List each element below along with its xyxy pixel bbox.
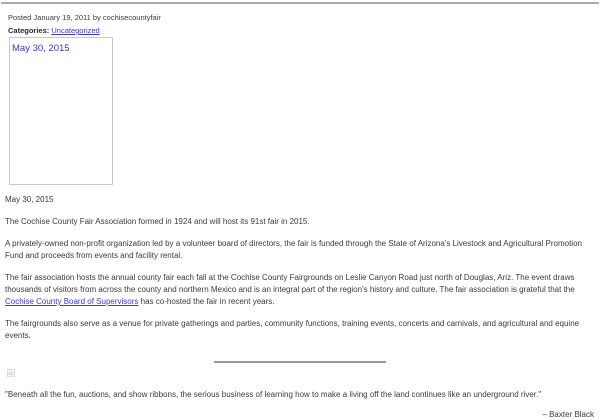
quote-text: "Beneath all the fun, auctions, and show ribbons, the serious business of learning how to make a living off the land continues like an underground river." [5,390,542,399]
quote-attribution: – Baxter Black [542,410,594,419]
board-of-supervisors-link[interactable]: Cochise County Board of Supervisors [5,297,139,306]
category-link-uncategorized[interactable]: Uncategorized [51,26,100,35]
paragraph-fairgrounds-text-before: The fair association hosts the annual county fair each fall at the Cochise County Fairgrounds on Leslie Canyon Road just north of Douglas, Ariz. The event draws thousands of visitors from across the county and northern Mexico and is an integral part of the region's history and culture. The fair association is grateful that the [5,273,575,294]
paragraph-fairgrounds-text-after: has co-hosted the fair in recent years. [138,297,275,306]
post-meta [5,13,595,35]
article-date: May 30, 2015 [5,195,54,204]
categories-line [8,26,595,35]
top-divider [1,2,599,4]
categories-label: Categories: [8,26,50,35]
event-date-link[interactable]: May 30, 2015 [12,43,70,54]
post-content [0,13,600,420]
paragraph-fairgrounds [5,272,595,308]
paragraph-association: The Cochise County Fair Association formed in 1924 and will host its 91st fair in 2015. [5,217,310,226]
paragraph-funding: A privately-owned non-profit organization led by a volunteer board of directors, the fair is funded through the State of Arizona's Livestock and Agricultural Promotion Fund and proceeds from events and facility rental. [5,239,582,260]
section-divider [214,361,386,363]
article-body [5,194,595,420]
event-date-box [9,37,113,185]
posted-byline: Posted January 19, 2011 by cochisecountyfair [8,13,161,22]
broken-image-icon [7,369,15,377]
blog-post-page [0,2,600,419]
paragraph-venue: The fairgrounds also serve as a venue for private gatherings and parties, community functions, training events, concerts and carnivals, and agricultural and equine events. [5,319,580,340]
